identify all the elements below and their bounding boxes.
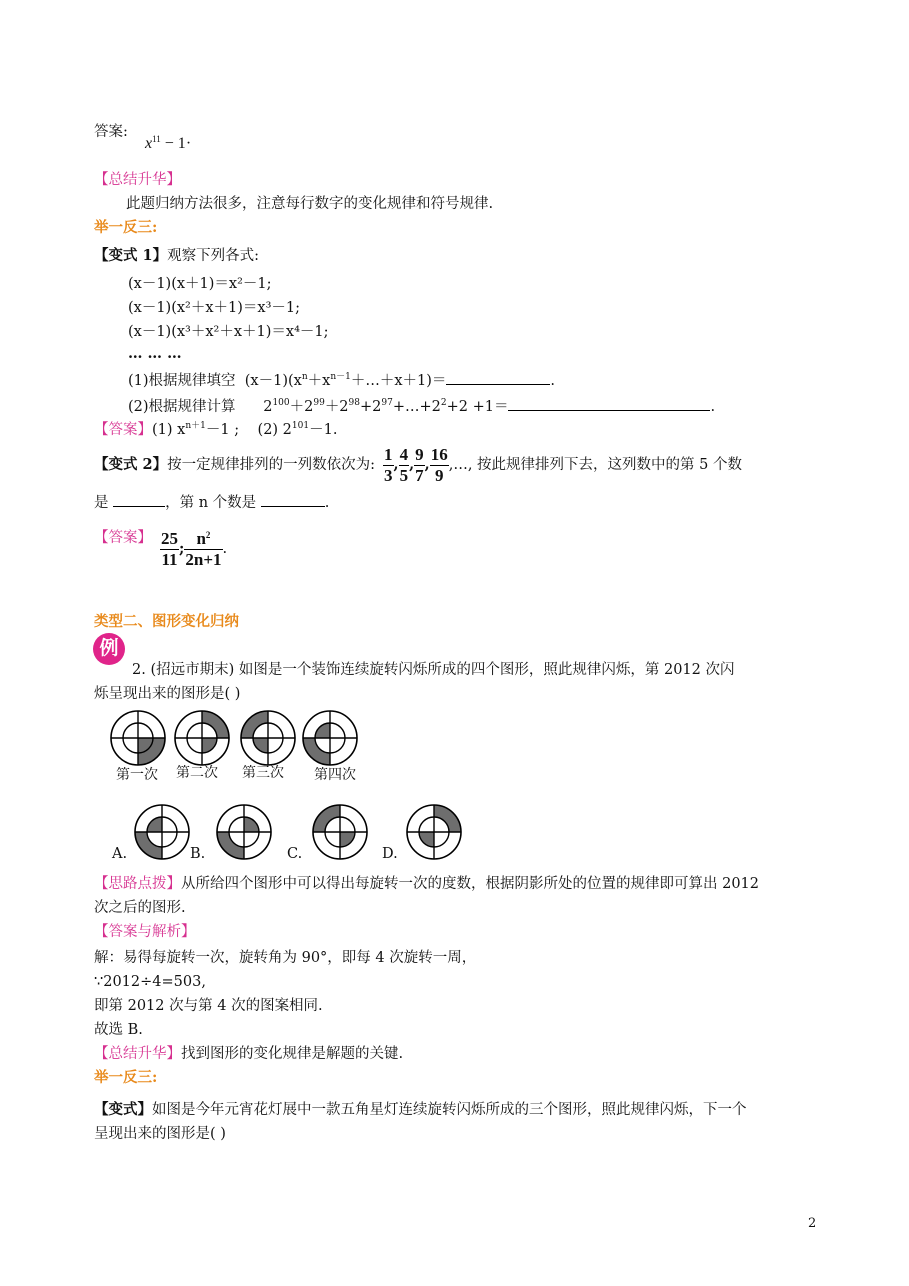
option-a-figure[interactable] (135, 805, 189, 859)
example-line2: 烁呈现出来的图形是( ) (94, 686, 241, 702)
figure-first (111, 711, 165, 765)
practice-heading: 举一反三: (94, 219, 158, 236)
variant2-line2: 是 ，第 n 个数是 . (94, 492, 329, 513)
variant1-intro (94, 246, 259, 266)
option-b-figure[interactable] (217, 805, 271, 859)
variant1-eq2: (x－1)(x²＋x＋1)＝x³－1; (128, 300, 301, 316)
answer-label: 答案: (94, 124, 128, 140)
answer-expression: $x^{11} - 1\cdot$ (145, 134, 192, 152)
variant2-text: 按一定规律排列的一列数依次为: (167, 457, 376, 473)
hint-line1: 【思路点拨】从所给四个图形中可以得出每旋转一次的度数，根据阴影所处的位置的规律即可算出 2012 (94, 876, 760, 892)
variant1-text: 观察下列各式: (167, 248, 260, 264)
analysis-tag: 【答案与解析】 (94, 924, 196, 940)
figure-fourth (303, 711, 357, 765)
analysis-line4: 故选 B. (94, 1022, 143, 1038)
variant2-tag: 【变式 2】 (94, 456, 168, 473)
variant1-tag: 【变式 1】 (94, 247, 168, 264)
sequence-fraction: $\frac{4}{5}$ (399, 444, 409, 485)
summary-text: 此题归纳方法很多，注意每行数字的变化规律和符号规律. (126, 196, 494, 212)
variant3-line1: 【变式】如图是今年元宵花灯展中一款五角星灯连续旋转闪烁所成的三个图形，照此规律闪烁，下一个 (94, 1101, 747, 1118)
variant1-eq1: (x－1)(x＋1)＝x²－1; (128, 276, 272, 292)
variant2-line1: 【变式 2】 按一定规律排列的一列数依次为: $\frac{1}{3}$ , $\frac{4}{5}$ , $\frac{9}{7}$ , $\frac{16}{9}$ ,…, 按此规律排列下去，这列数中的第 5 个数 (94, 444, 742, 485)
example-line1: 2. (招远市期末) 如图是一个装饰连续旋转闪烁所成的四个图形，照此规律闪烁，第 2012 次闪 (132, 662, 735, 678)
variant1-dots: … … … (128, 345, 182, 362)
nth-term-blank (261, 492, 325, 507)
option-d-figure[interactable] (407, 805, 461, 859)
variant3-line2: 呈现出来的图形是( ) (94, 1126, 226, 1142)
variant1-answer: 【答案】(1) $x^{n+1}-1$ ; (2) $2^{101}-1$. (94, 421, 338, 438)
caption-first: 第一次 (116, 767, 158, 783)
option-b-label[interactable]: B. (190, 846, 206, 862)
section-heading: 类型二、图形变化归纳 (94, 613, 239, 630)
option-c-figure[interactable] (313, 805, 367, 859)
sequence-fraction: $\frac{9}{7}$ (415, 444, 424, 485)
hint-line2: 次之后的图形. (94, 900, 186, 916)
summary-tag: 【总结升华】 (94, 172, 181, 188)
caption-third: 第三次 (242, 765, 284, 781)
option-a-label[interactable]: A. (112, 846, 128, 862)
q2-answer-blank (508, 396, 710, 411)
analysis-line2: ∵2012÷4=503, (94, 974, 206, 990)
practice2-heading: 举一反三: (94, 1069, 158, 1086)
caption-fourth: 第四次 (314, 767, 356, 783)
figure-second (175, 711, 229, 765)
caption-second: 第二次 (176, 765, 218, 781)
variant1-q1: (1)根据规律填空 $(x-1)(x^n+x^{n-1}+\dots+x+1)=$ . (128, 372, 556, 389)
variant1-eq3: (x－1)(x³＋x²＋x＋1)＝x⁴－1; (128, 324, 329, 340)
sequence-fraction: $\frac{16}{9}$ (430, 444, 448, 485)
variant1-q2: (2)根据规律计算 $2^{100}+2^{99}+2^{98}+2^{97}+\dots+2^2+2 +1=$ . (128, 398, 716, 415)
sequence-fraction: $\frac{1}{3}$ (384, 444, 393, 485)
variant2-answer: 【答案】 $\frac{25}{11}$ ; $\frac{n^2}{2n+1}$ . (94, 528, 228, 569)
option-d-label[interactable]: D. (382, 846, 398, 862)
q1-answer-blank (446, 370, 550, 385)
page-number: 2 (808, 1216, 817, 1231)
example-badge: 例 (93, 633, 125, 665)
fifth-term-blank (113, 492, 165, 507)
analysis-line1: 解：易得每旋转一次，旋转角为 90°，即每 4 次旋转一周， (94, 950, 477, 966)
analysis-line3: 即第 2012 次与第 4 次的图案相同. (94, 998, 323, 1014)
hint-tag: 【思路点拨】 (94, 876, 181, 892)
option-c-label[interactable]: C. (287, 846, 303, 862)
figure-third (241, 711, 295, 765)
summary2: 【总结升华】找到图形的变化规律是解题的关键. (94, 1046, 404, 1062)
